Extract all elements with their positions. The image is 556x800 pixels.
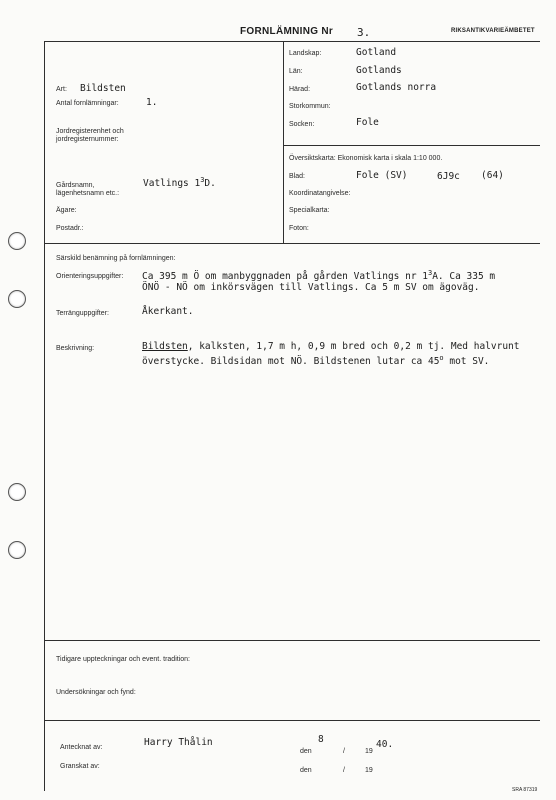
form-title: FORNLÄMNING Nr <box>240 26 334 37</box>
oversiktskarta-label: Översiktskarta: Ekonomisk karta i skala 1:10 000. <box>289 155 443 162</box>
right-column-divider <box>283 145 540 146</box>
jordregister-label-2: jordregisternummer: <box>56 136 119 143</box>
footer-code: SRA 87319 <box>512 787 538 793</box>
sarskild-label: Särskild benämning på fornlämningen: <box>56 255 176 262</box>
frame-column-divider <box>283 41 284 243</box>
jordregister-label-1: Jordregisterenhet och <box>56 128 124 135</box>
punch-hole-2 <box>8 290 26 308</box>
koordinat-label: Koordinatangivelse: <box>289 190 351 197</box>
punch-hole-4 <box>8 541 26 559</box>
beskrivning-label: Beskrivning: <box>56 345 95 352</box>
landskap-label: Landskap: <box>289 50 322 57</box>
blad-value: Fole (SV) <box>356 170 408 181</box>
harad-value: Gotlands norra <box>356 82 437 93</box>
beskrivning-text-2a: överstycke. Bildsidan mot NÖ. Bildstenen lutar ca 45 <box>142 356 440 368</box>
terrang-label: Terränguppgifter: <box>56 310 109 317</box>
specialkarta-label: Specialkarta: <box>289 207 330 214</box>
foton-label: Foton: <box>289 225 309 232</box>
beskrivning-superscript: o <box>439 354 444 362</box>
orientering-text-1b: A. Ca 335 m <box>432 271 496 283</box>
gardsnamn-text: Vatlings 1 <box>143 178 201 190</box>
beskrivning-line-2 <box>142 354 489 367</box>
section-divider-3 <box>44 720 540 721</box>
storkommun-label: Storkommun: <box>289 103 331 110</box>
form-number: 3. <box>357 26 371 39</box>
antecknat-value: Harry Thålin <box>144 737 213 748</box>
frame-top-line <box>44 41 540 42</box>
gardsnamn-label-2: lägenhetsnamn etc.: <box>56 190 120 197</box>
terrang-value: Åkerkant. <box>142 306 194 317</box>
undersokningar-label: Undersökningar och fynd: <box>56 689 136 696</box>
punch-hole-3 <box>8 483 26 501</box>
socken-value: Fole <box>356 117 379 128</box>
antal-value: 1. <box>146 97 158 108</box>
agency-name: RIKSANTIKVARIEÄMBETET <box>451 28 535 34</box>
gardsnamn-superscript: 3 <box>200 176 205 184</box>
orientering-line-2: ÖNÖ - NÖ om inkörsvägen till Vatlings. Ca 5 m SV om ägoväg. <box>142 282 480 293</box>
art-value: Bildsten <box>80 83 126 94</box>
gardsnamn-suffix: D. <box>204 178 216 190</box>
antecknat-label: Antecknat av: <box>60 744 103 751</box>
socken-label: Socken: <box>289 121 315 128</box>
postadr-label: Postadr.: <box>56 225 84 232</box>
gardsnamn-label-1: Gårdsnamn, <box>56 182 95 189</box>
section-divider-1 <box>44 243 540 244</box>
date-year-prefix-2: 19 <box>365 767 373 774</box>
punch-hole-1 <box>8 232 26 250</box>
date-day-1: 8 <box>318 734 324 745</box>
blad-label: Blad: <box>289 173 305 180</box>
antal-label: Antal fornlämningar: <box>56 100 119 107</box>
orientering-line-1 <box>142 269 495 282</box>
tidigare-label: Tidigare uppteckningar och event. tradition: <box>56 656 190 663</box>
granskat-label: Granskat av: <box>60 763 100 770</box>
frame-left-line <box>44 41 45 791</box>
blad-number: (64) <box>481 170 504 181</box>
section-divider-2 <box>44 640 540 641</box>
den-label-2: den <box>300 767 312 774</box>
den-label-1: den <box>300 748 312 755</box>
beskrivning-line-1 <box>142 341 520 352</box>
lan-label: Län: <box>289 68 303 75</box>
date-separator-1: / <box>343 748 345 755</box>
lan-value: Gotlands <box>356 65 402 76</box>
beskrivning-text-1: , kalksten, 1,7 m h, 0,9 m bred och 0,2 m tj. Med halvrunt <box>187 341 520 352</box>
blad-code: 6J9c <box>437 171 460 182</box>
date-year-value-1: 40. <box>376 739 394 750</box>
beskrivning-keyword: Bildsten <box>142 341 188 352</box>
agare-label: Ägare: <box>56 207 77 214</box>
gardsnamn-value <box>143 176 216 189</box>
beskrivning-text-2b: mot SV. <box>443 356 490 368</box>
orientering-text-1a: Ca 395 m Ö om manbyggnaden på gården Vatlings nr 1 <box>142 271 428 283</box>
art-label: Art: <box>56 86 67 93</box>
orientering-superscript: 3 <box>427 269 433 277</box>
date-year-prefix-1: 19 <box>365 748 373 755</box>
date-separator-2: / <box>343 767 345 774</box>
orientering-label: Orienteringsuppgifter: <box>56 273 124 280</box>
landskap-value: Gotland <box>356 47 397 58</box>
harad-label: Härad: <box>289 86 311 93</box>
